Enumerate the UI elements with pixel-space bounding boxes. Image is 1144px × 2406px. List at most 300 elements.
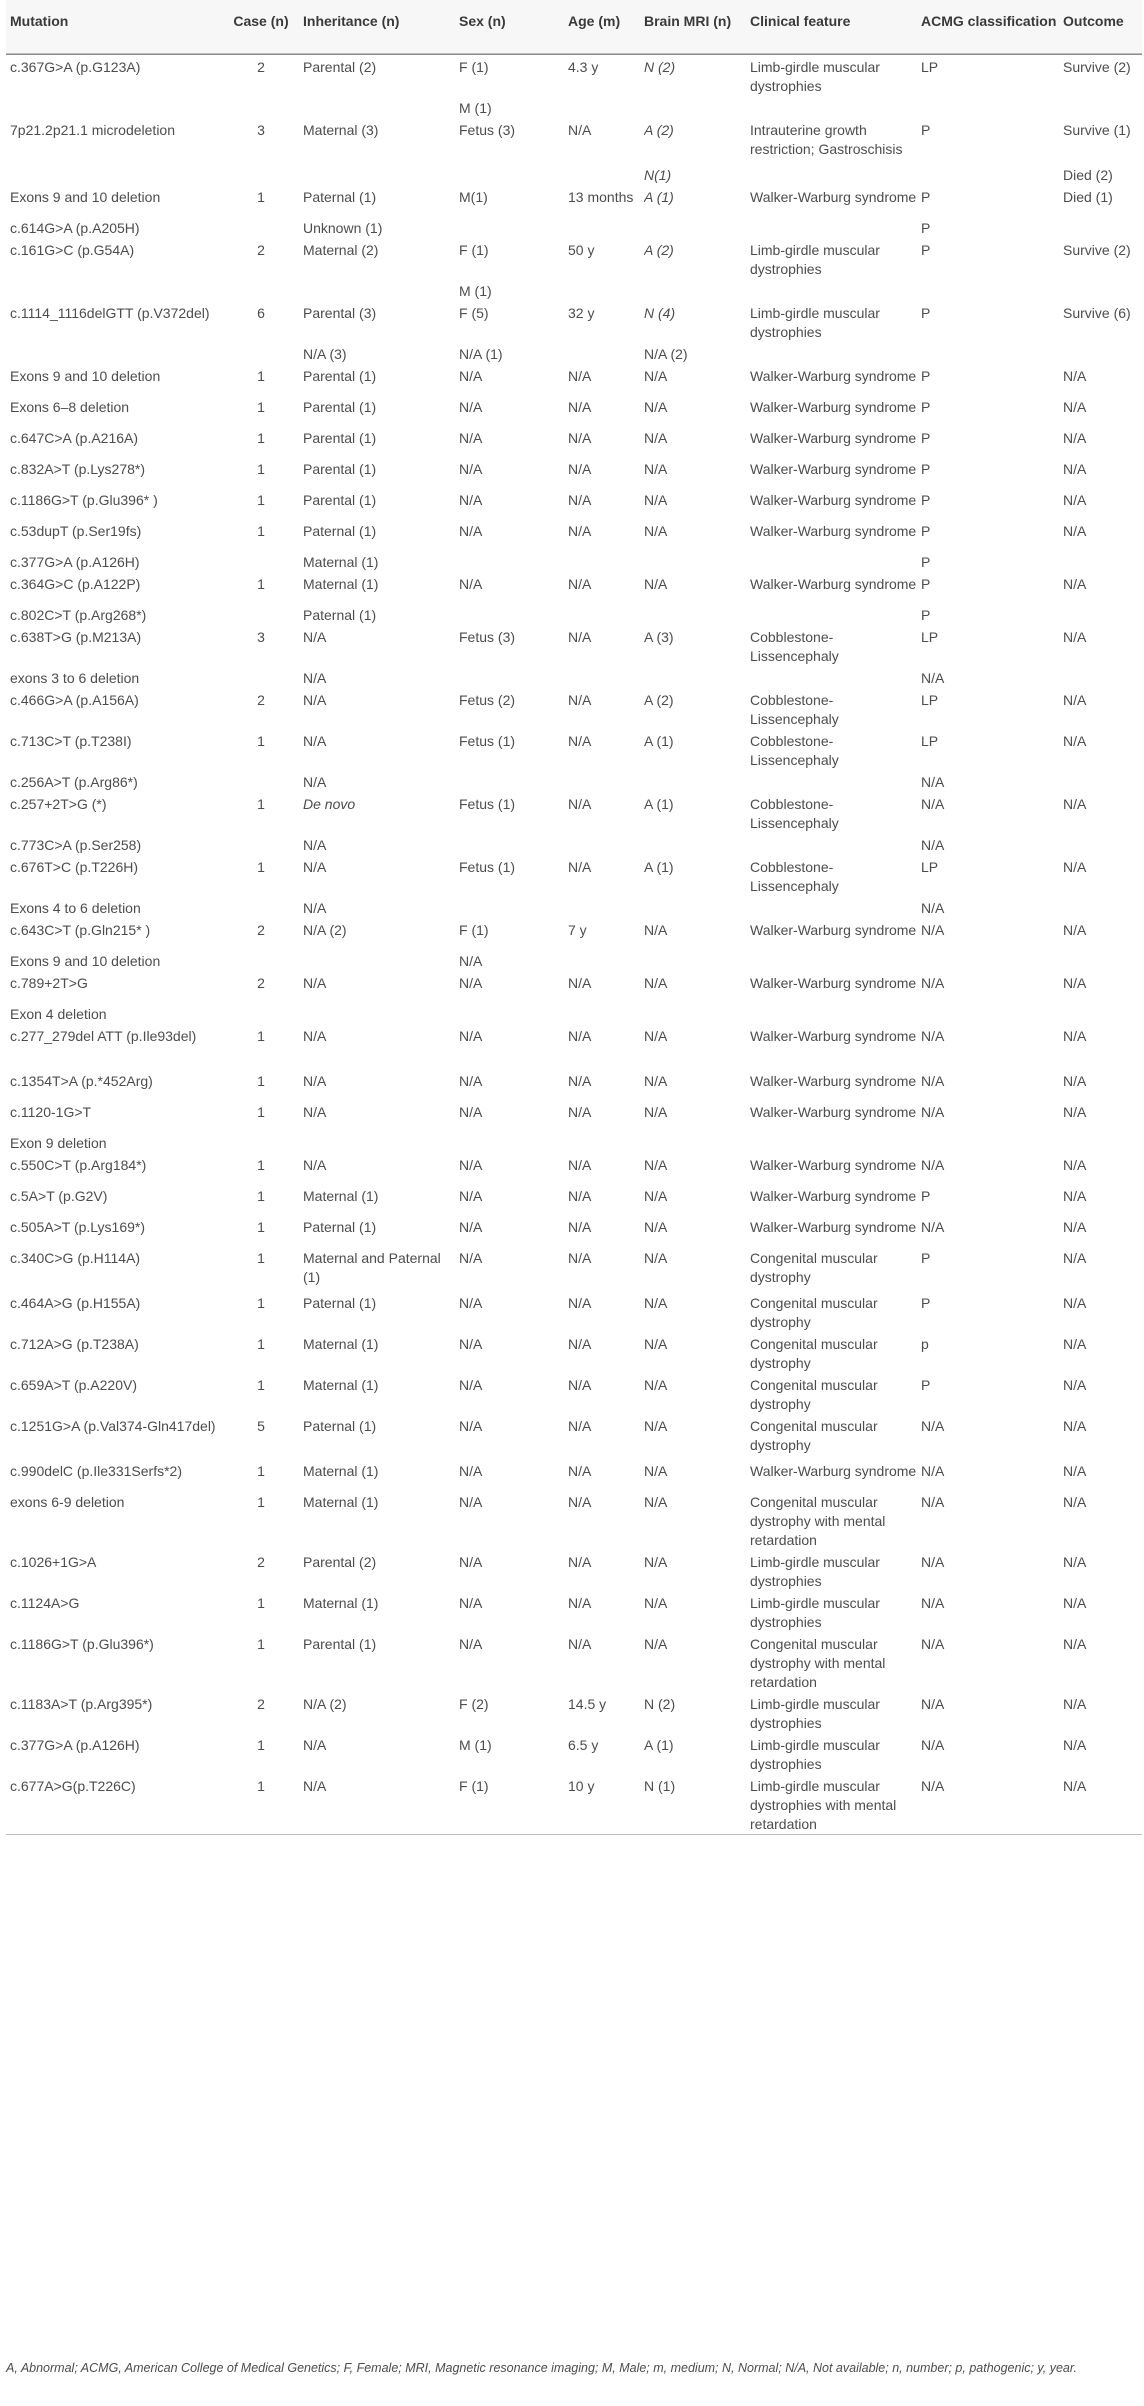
cell-brain-mri: N (2) [644, 58, 676, 75]
cell-clinical-feature: Cobblestone-Lissencephaly [750, 732, 839, 768]
table-row [6, 896, 1142, 918]
cell-mutation: c.1354T>A (p.*452Arg) [10, 1072, 153, 1089]
cell-case: 1 [257, 1594, 265, 1611]
cell-mutation: Exons 6–8 deletion [10, 398, 130, 415]
cell-clinical-feature: Cobblestone-Lissencephaly [750, 691, 839, 727]
cell-clinical-feature: Congenital muscular dystrophy [750, 1376, 878, 1412]
cell-case: 1 [257, 795, 265, 812]
table-row [6, 1414, 1142, 1459]
cell-case: 1 [257, 491, 265, 508]
cell-acmg: N/A [921, 899, 945, 916]
cell-age: N/A [568, 1294, 592, 1311]
table-row [6, 1153, 1142, 1184]
cell-brain-mri: A (2) [644, 241, 674, 258]
cell-clinical-feature: Limb-girdle muscular dystrophies [750, 58, 880, 94]
cell-age: N/A [568, 1417, 592, 1434]
cell-clinical-feature: Walker-Warburg syndrome [750, 1187, 917, 1204]
cell-case: 1 [257, 1103, 265, 1120]
cell-outcome: N/A [1063, 691, 1087, 708]
cell-case [219, 1131, 303, 1153]
cell-sex: F (1) [459, 1774, 568, 1835]
table-row [6, 96, 1142, 118]
cell-case: 1 [257, 1294, 265, 1311]
header-case: Case (n) [219, 0, 303, 53]
cell-clinical-feature: Walker-Warburg syndrome [750, 1218, 917, 1235]
cell-brain-mri: N/A [644, 1376, 668, 1393]
cell-acmg: N/A [921, 669, 945, 686]
cell-case: 1 [257, 398, 265, 415]
cell-clinical-feature [750, 666, 921, 688]
header-sex: Sex (n) [459, 0, 568, 53]
cell-age [568, 96, 644, 118]
cell-inheritance: N/A (2) [303, 921, 347, 938]
table-row [6, 1215, 1142, 1246]
cell-case: 2 [257, 921, 265, 938]
cell-outcome [1063, 342, 1142, 364]
cell-acmg: P [921, 429, 931, 446]
cell-clinical-feature: Walker-Warburg syndrome [750, 1072, 917, 1089]
table-row [6, 833, 1142, 855]
cell-age [568, 666, 644, 688]
table-row [6, 1591, 1142, 1632]
cell-sex: N/A [459, 1594, 483, 1611]
cell-brain-mri [644, 1131, 750, 1153]
cell-mutation: c.466G>A (p.A156A) [10, 691, 139, 708]
cell-brain-mri: A (1) [644, 795, 674, 812]
cell-age: N/A [568, 1493, 592, 1510]
cell-mutation: c.1186G>T (p.Glu396*) [10, 1635, 154, 1652]
cell-brain-mri: N/A [644, 1294, 668, 1311]
cell-brain-mri: A (3) [644, 628, 674, 645]
cell-clinical-feature [750, 833, 921, 855]
cell-acmg: LP [921, 732, 939, 749]
cell-acmg: P [921, 367, 931, 384]
cell-case [219, 163, 303, 185]
table-row [6, 1774, 1142, 1835]
cell-case [219, 833, 303, 855]
cell-brain-mri [644, 96, 750, 118]
cell-inheritance: Parental (1) [303, 460, 377, 477]
cell-brain-mri: N/A [644, 1417, 668, 1434]
cell-acmg: P [921, 304, 931, 321]
cell-age: 50 y [568, 241, 595, 258]
cell-outcome [1063, 666, 1142, 688]
cell-outcome: N/A [1063, 1335, 1087, 1352]
cell-outcome: N/A [1063, 1249, 1087, 1266]
cell-sex: N/A [459, 1635, 483, 1652]
cell-outcome [1063, 603, 1142, 625]
cell-acmg: P [921, 398, 931, 415]
cell-acmg: N/A [921, 1417, 945, 1434]
cell-case: 1 [257, 429, 265, 446]
cell-outcome: N/A [1063, 921, 1087, 938]
cell-case: 1 [257, 1027, 265, 1044]
cell-case: 1 [257, 1187, 265, 1204]
cell-inheritance: Paternal (1) [303, 1417, 377, 1434]
cell-acmg: P [921, 606, 931, 623]
cell-brain-mri [644, 949, 750, 971]
cell-outcome: N/A [1063, 491, 1087, 508]
cell-sex: F (1) [459, 921, 489, 938]
cell-mutation: c.1186G>T (p.Glu396* ) [10, 491, 158, 508]
cell-outcome: N/A [1063, 1594, 1087, 1611]
cell-clinical-feature: Intrauterine growth restriction; Gastroschisis [750, 121, 903, 157]
cell-age [568, 279, 644, 301]
cell-brain-mri: N/A [644, 1635, 668, 1652]
cell-outcome [1063, 833, 1142, 855]
cell-inheritance: Maternal (1) [303, 553, 379, 570]
cell-sex [459, 603, 568, 625]
cell-case: 1 [257, 1335, 265, 1352]
cell-acmg: N/A [921, 1736, 945, 1753]
cell-inheritance: N/A [303, 773, 327, 790]
cell-case: 1 [257, 1736, 265, 1753]
cell-age [568, 550, 644, 572]
cell-sex: N/A [459, 1376, 483, 1393]
cell-outcome: N/A [1063, 522, 1087, 539]
cell-inheritance: Parental (1) [303, 367, 377, 384]
cell-inheritance: Paternal (1) [303, 188, 377, 205]
cell-age: N/A [568, 1249, 592, 1266]
cell-brain-mri: N (4) [644, 304, 676, 321]
cell-clinical-feature: Limb-girdle muscular dystrophies [750, 241, 880, 277]
cell-age [568, 1131, 644, 1153]
cell-mutation: c.377G>A (p.A126H) [10, 1736, 140, 1753]
cell-brain-mri: N/A [644, 1072, 668, 1089]
cell-outcome [1063, 949, 1142, 971]
cell-clinical-feature [750, 550, 921, 572]
cell-brain-mri: A (1) [644, 858, 674, 875]
cell-clinical-feature: Cobblestone-Lissencephaly [750, 795, 839, 831]
cell-age: N/A [568, 1027, 592, 1044]
table-row [6, 1069, 1142, 1100]
cell-sex: F (2) [459, 1695, 489, 1712]
cell-inheritance [303, 949, 459, 971]
cell-age [568, 833, 644, 855]
cell-case [219, 949, 303, 971]
cell-outcome [1063, 216, 1142, 238]
cell-case: 2 [257, 241, 265, 258]
cell-brain-mri: N/A (2) [644, 345, 688, 362]
table-row [6, 185, 1142, 216]
cell-brain-mri [644, 1002, 750, 1024]
cell-acmg: N/A [921, 1635, 945, 1652]
cell-outcome: Survive (2) [1063, 58, 1131, 75]
cell-case [219, 603, 303, 625]
cell-acmg: N/A [921, 1027, 945, 1044]
cell-age [568, 770, 644, 792]
cell-sex: N/A [459, 1072, 483, 1089]
cell-sex [459, 666, 568, 688]
cell-mutation: c.638T>G (p.M213A) [10, 628, 142, 645]
cell-clinical-feature [750, 603, 921, 625]
cell-outcome: N/A [1063, 1736, 1087, 1753]
header-row [6, 0, 1142, 53]
cell-acmg: P [921, 491, 931, 508]
cell-clinical-feature [750, 96, 921, 118]
cell-clinical-feature [750, 949, 921, 971]
cell-case: 1 [257, 1249, 265, 1266]
cell-mutation: c.659A>T (p.A220V) [10, 1376, 137, 1393]
cell-brain-mri: N/A [644, 1335, 668, 1352]
cell-clinical-feature: Congenital muscular dystrophy [750, 1417, 878, 1453]
cell-outcome [1063, 550, 1142, 572]
cell-brain-mri [644, 550, 750, 572]
cell-age: 4.3 y [568, 58, 599, 75]
cell-mutation: c.614G>A (p.A205H) [10, 219, 140, 236]
table-row [6, 1332, 1142, 1373]
cell-case: 1 [257, 1156, 265, 1173]
cell-sex: N/A [459, 367, 483, 384]
cell-inheritance: N/A [303, 1103, 327, 1120]
cell-inheritance: N/A [303, 1774, 459, 1835]
cell-acmg: P [921, 219, 931, 236]
cell-brain-mri: N/A [644, 1553, 668, 1570]
cell-inheritance [303, 163, 459, 185]
cell-inheritance: Parental (2) [303, 1553, 377, 1570]
cell-case: 1 [257, 522, 265, 539]
cell-brain-mri: N/A [644, 522, 668, 539]
cell-case [219, 896, 303, 918]
cell-sex: N/A [459, 398, 483, 415]
table-row [6, 625, 1142, 666]
cell-mutation [6, 342, 219, 364]
cell-mutation: c.5A>T (p.G2V) [10, 1187, 108, 1204]
table-row [6, 426, 1142, 457]
cell-age: N/A [568, 732, 592, 749]
cell-inheritance: N/A [303, 628, 327, 645]
cell-acmg: N/A [921, 836, 945, 853]
cell-outcome: N/A [1063, 1027, 1087, 1044]
cell-case: 1 [257, 1376, 265, 1393]
cell-mutation: c.53dupT (p.Ser19fs) [10, 522, 142, 539]
table-row [6, 1692, 1142, 1733]
cell-clinical-feature: Congenital muscular dystrophy [750, 1249, 878, 1285]
cell-acmg: N/A [921, 1218, 945, 1235]
cell-inheritance: Maternal (1) [303, 1594, 379, 1611]
cell-case [219, 216, 303, 238]
cell-age: 14.5 y [568, 1695, 607, 1712]
cell-mutation: c.377G>A (p.A126H) [10, 553, 140, 570]
cell-brain-mri: N/A [644, 1103, 668, 1120]
cell-mutation: Exon 9 deletion [10, 1134, 107, 1151]
cell-outcome: N/A [1063, 1774, 1142, 1835]
cell-mutation: exons 6-9 deletion [10, 1493, 125, 1510]
cell-mutation: c.464A>G (p.H155A) [10, 1294, 141, 1311]
cell-sex: Fetus (1) [459, 858, 516, 875]
cell-outcome: N/A [1063, 1462, 1087, 1479]
cell-brain-mri [644, 216, 750, 238]
cell-outcome: N/A [1063, 1553, 1087, 1570]
header-inheritance: Inheritance (n) [303, 0, 459, 53]
cell-clinical-feature [750, 770, 921, 792]
cell-acmg [921, 279, 1063, 301]
cell-clinical-feature: Walker-Warburg syndrome [750, 1027, 917, 1044]
table-row [6, 1373, 1142, 1414]
cell-sex [459, 770, 568, 792]
cell-age [568, 1002, 644, 1024]
table-row [6, 729, 1142, 770]
cell-clinical-feature: Limb-girdle muscular dystrophies [750, 1695, 880, 1731]
cell-sex: N/A [459, 1249, 483, 1266]
table-row [6, 1184, 1142, 1215]
cell-case: 3 [257, 628, 265, 645]
cell-sex: M (1) [459, 282, 492, 299]
cell-mutation: Exons 4 to 6 deletion [10, 899, 141, 916]
cell-mutation: c.1114_1116delGTT (p.V372del) [10, 304, 210, 321]
cell-inheritance: Parental (2) [303, 58, 377, 75]
cell-mutation: Exons 9 and 10 deletion [10, 367, 161, 384]
cell-mutation: c.789+2T>G [10, 974, 88, 991]
cell-sex [459, 896, 568, 918]
cell-inheritance: N/A [303, 732, 327, 749]
cell-sex [459, 833, 568, 855]
cell-brain-mri [644, 833, 750, 855]
table-row [6, 279, 1142, 301]
cell-brain-mri: N/A [644, 398, 668, 415]
cell-inheritance: N/A [303, 899, 327, 916]
cell-acmg: P [921, 1187, 931, 1204]
cell-age: 32 y [568, 304, 595, 321]
cell-case: 6 [257, 304, 265, 321]
cell-case: 3 [257, 121, 265, 138]
cell-outcome: Died (1) [1063, 188, 1113, 205]
cell-mutation: c.277_279del ATT (p.Ile93del) [10, 1027, 197, 1044]
cell-acmg: N/A [921, 1156, 945, 1173]
cell-sex: N/A [459, 429, 483, 446]
cell-mutation [6, 96, 219, 118]
cell-brain-mri [644, 896, 750, 918]
cell-age: N/A [568, 858, 592, 875]
cell-clinical-feature: Walker-Warburg syndrome [750, 1103, 917, 1120]
cell-outcome: N/A [1063, 1493, 1087, 1510]
cell-sex: N/A [459, 522, 483, 539]
cell-inheritance: Parental (1) [303, 491, 377, 508]
cell-sex: N/A [459, 1156, 483, 1173]
cell-clinical-feature: Limb-girdle muscular dystrophies [750, 1594, 880, 1630]
cell-outcome: Survive (2) [1063, 241, 1131, 258]
header-mutation: Mutation [6, 0, 219, 53]
cell-acmg: LP [921, 691, 939, 708]
cell-clinical-feature: Walker-Warburg syndrome [750, 575, 917, 592]
cell-brain-mri: A (2) [644, 691, 674, 708]
cell-clinical-feature: Limb-girdle muscular dystrophies with mental retardation [750, 1774, 921, 1835]
table-row [6, 688, 1142, 729]
mutation-table [6, 0, 1142, 1835]
cell-age: N/A [568, 1218, 592, 1235]
cell-age: 6.5 y [568, 1736, 599, 1753]
cell-case: 2 [257, 58, 265, 75]
cell-case: 1 [257, 1218, 265, 1235]
cell-acmg: P [921, 1294, 931, 1311]
cell-age: 10 y [568, 1774, 644, 1835]
cell-inheritance: De novo [303, 795, 356, 812]
cell-age [568, 949, 644, 971]
cell-brain-mri: N (2) [644, 1695, 676, 1712]
cell-brain-mri: A (1) [644, 188, 674, 205]
cell-age [568, 163, 644, 185]
cell-mutation: c.550C>T (p.Arg184*) [10, 1156, 147, 1173]
cell-case: 1 [219, 1774, 303, 1835]
cell-sex: N/A [459, 1294, 483, 1311]
table-row [6, 1246, 1142, 1291]
cell-acmg [921, 96, 1063, 118]
cell-outcome: N/A [1063, 1187, 1087, 1204]
table-row [6, 54, 1142, 96]
cell-mutation: Exons 9 and 10 deletion [10, 952, 161, 969]
cell-outcome: N/A [1063, 628, 1087, 645]
cell-brain-mri: N/A [644, 367, 668, 384]
cell-age: N/A [568, 367, 592, 384]
table-row [6, 118, 1142, 163]
cell-sex: N/A [459, 1335, 483, 1352]
cell-inheritance: Unknown (1) [303, 219, 383, 236]
cell-mutation [6, 163, 219, 185]
cell-acmg: N/A [921, 1594, 945, 1611]
cell-mutation: c.257+2T>G (*) [10, 795, 107, 812]
cell-mutation: c.1026+1G>A [10, 1553, 97, 1570]
cell-acmg: N/A [921, 795, 945, 812]
cell-mutation: c.364G>C (p.A122P) [10, 575, 141, 592]
cell-acmg: P [921, 121, 931, 138]
cell-acmg: N/A [921, 1695, 945, 1712]
cell-age: N/A [568, 491, 592, 508]
cell-mutation [6, 279, 219, 301]
cell-clinical-feature: Congenital muscular dystrophy [750, 1335, 878, 1371]
cell-case: 1 [257, 1462, 265, 1479]
cell-age: N/A [568, 522, 592, 539]
cell-acmg: N/A [921, 773, 945, 790]
cell-age: N/A [568, 1376, 592, 1393]
cell-inheritance: N/A [303, 669, 327, 686]
cell-case [219, 342, 303, 364]
cell-brain-mri: A (1) [644, 732, 674, 749]
cell-outcome: N/A [1063, 575, 1087, 592]
cell-age: N/A [568, 974, 592, 991]
cell-outcome: N/A [1063, 1376, 1087, 1393]
cell-age: N/A [568, 795, 592, 812]
cell-sex: N/A [459, 491, 483, 508]
cell-clinical-feature: Cobblestone-Lissencephaly [750, 628, 839, 664]
cell-brain-mri [644, 666, 750, 688]
cell-clinical-feature: Walker-Warburg syndrome [750, 974, 917, 991]
cell-brain-mri: N/A [644, 1594, 668, 1611]
cell-inheritance [303, 96, 459, 118]
cell-sex [459, 163, 568, 185]
table-row [6, 666, 1142, 688]
cell-clinical-feature: Congenital muscular dystrophy [750, 1294, 878, 1330]
cell-inheritance: N/A [303, 858, 327, 875]
cell-clinical-feature: Walker-Warburg syndrome [750, 460, 917, 477]
cell-inheritance: Maternal (1) [303, 1376, 379, 1393]
cell-age: N/A [568, 1156, 592, 1173]
cell-case: 1 [257, 732, 265, 749]
cell-clinical-feature: Walker-Warburg syndrome [750, 398, 917, 415]
cell-clinical-feature: Congenital muscular dystrophy with mental retardation [750, 1635, 886, 1690]
cell-brain-mri: N(1) [644, 166, 672, 183]
table-row [6, 488, 1142, 519]
cell-outcome [1063, 1002, 1142, 1024]
cell-inheritance: N/A (3) [303, 345, 347, 362]
header-age: Age (m) [568, 0, 644, 53]
cell-brain-mri: A (2) [644, 121, 674, 138]
cell-clinical-feature: Walker-Warburg syndrome [750, 1156, 917, 1173]
cell-clinical-feature [750, 1131, 921, 1153]
cell-case [219, 770, 303, 792]
cell-outcome: Survive (1) [1063, 121, 1131, 138]
cell-acmg: P [921, 188, 931, 205]
cell-sex [459, 1131, 568, 1153]
